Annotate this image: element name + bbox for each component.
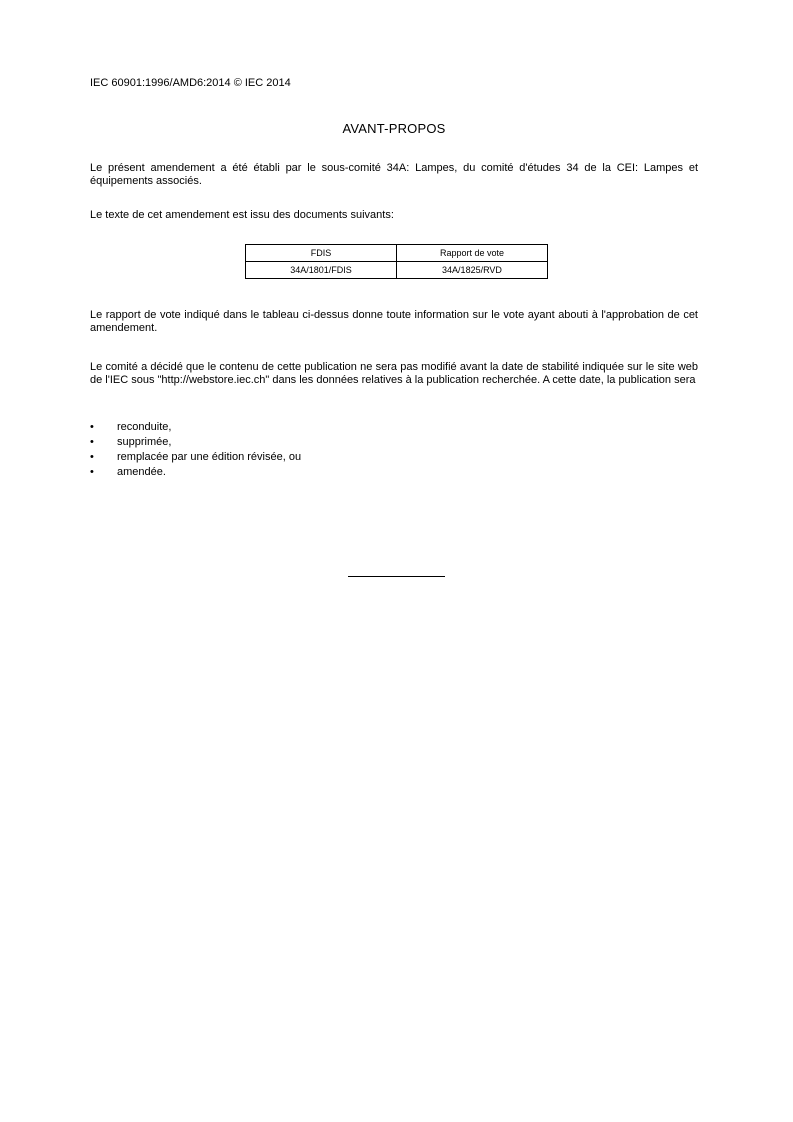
table-cell-rvd-number: 34A/1825/RVD — [397, 262, 548, 279]
list-item-text: reconduite, — [117, 421, 172, 433]
list-item — [90, 435, 301, 450]
voting-documents-table — [245, 244, 548, 279]
list-item-text: supprimée, — [117, 436, 172, 448]
list-item — [90, 465, 301, 480]
bullet-icon: • — [90, 451, 94, 463]
bullet-icon: • — [90, 466, 94, 478]
list-item-text: remplacée par une édition révisée, ou — [117, 451, 302, 463]
table-row — [246, 262, 548, 279]
paragraph-documents-intro: Le texte de cet amendement est issu des documents suivants: — [90, 209, 394, 221]
document-reference-header: IEC 60901:1996/AMD6:2014 © IEC 2014 — [90, 77, 291, 89]
end-of-text-rule — [348, 576, 445, 577]
bullet-icon: • — [90, 436, 94, 448]
paragraph-stability-date: Le comité a décidé que le contenu de cette publication ne sera pas modifié avant la date de stabilité indiquée sur le site web de l'IEC sous "http://webstore.iec.ch" dans les données relatives à la publication recherchée. A cette date, la publication sera — [90, 361, 698, 386]
table-cell-fdis-number: 34A/1801/FDIS — [246, 262, 397, 279]
paragraph-subcommittee: Le présent amendement a été établi par le sous-comité 34A: Lampes, du comité d'études 34 de la CEI: Lampes et équipements associés. — [90, 162, 698, 187]
publication-outcome-list — [90, 420, 301, 480]
list-item — [90, 420, 301, 435]
paragraph-voting-report: Le rapport de vote indiqué dans le tableau ci-dessus donne toute information sur le vote ayant abouti à l'approbation de cet amendement. — [90, 309, 698, 334]
table-header-fdis: FDIS — [246, 245, 397, 262]
list-item-text: amendée. — [117, 466, 166, 478]
table-header-row — [246, 245, 548, 262]
list-item — [90, 450, 301, 465]
section-title: AVANT-PROPOS — [342, 121, 446, 136]
table-header-voting-report: Rapport de vote — [397, 245, 548, 262]
bullet-icon: • — [90, 421, 94, 433]
